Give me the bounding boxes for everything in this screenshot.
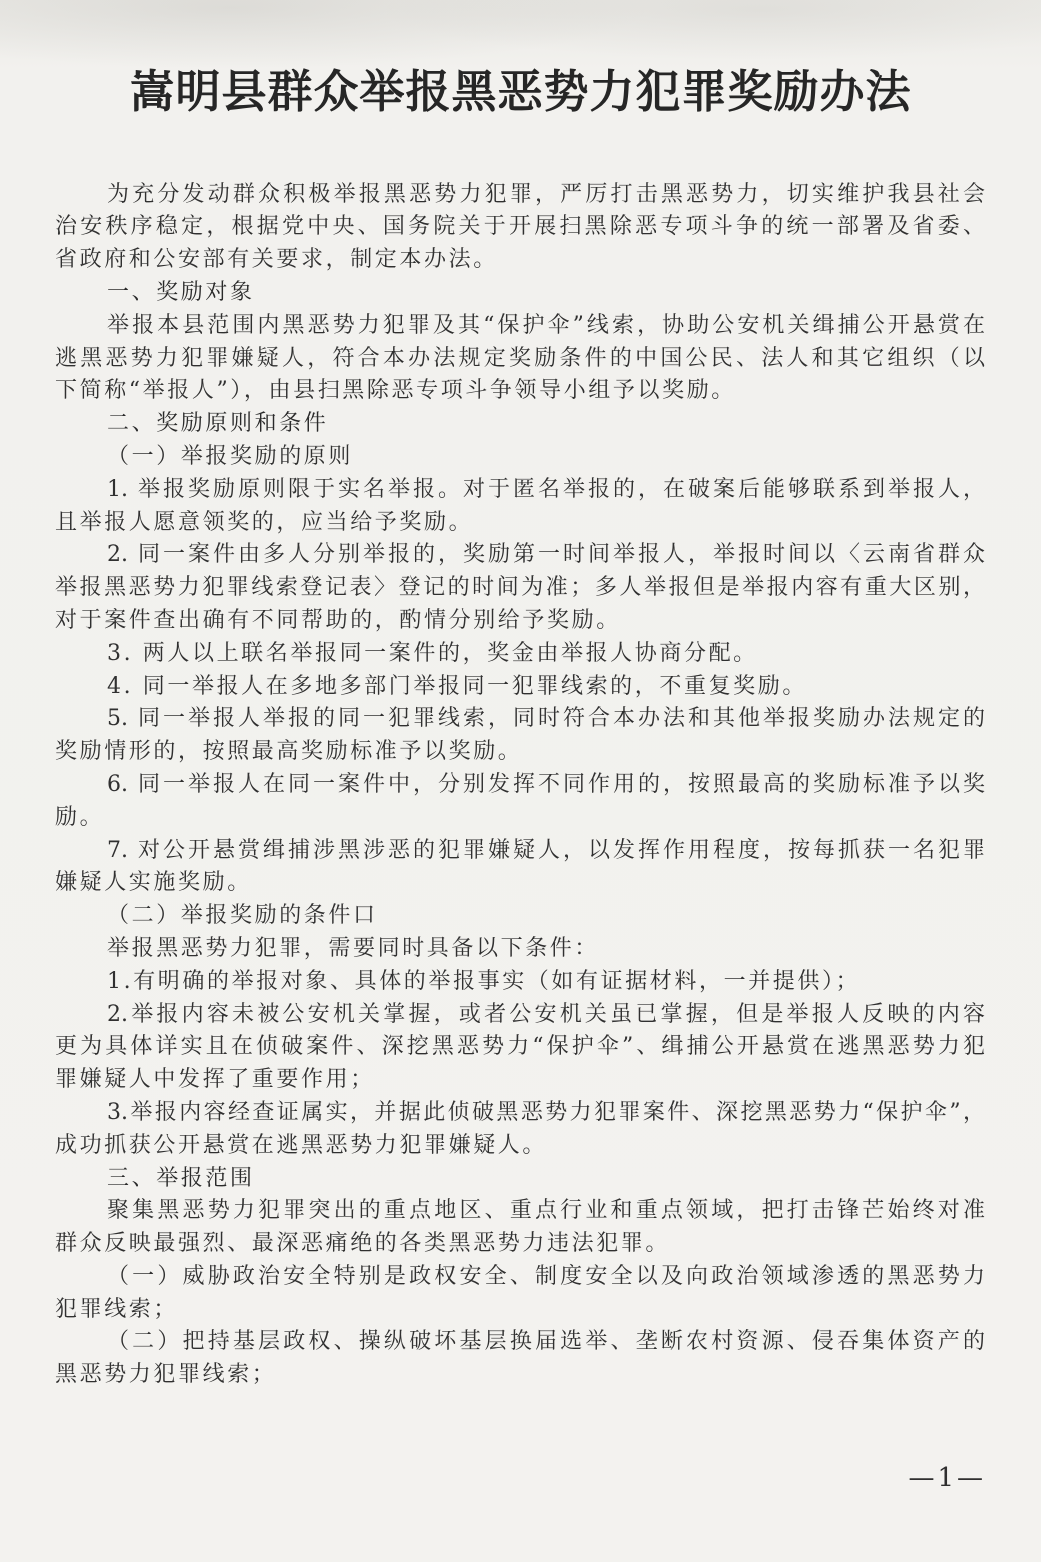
subsection-principles: [55, 441, 985, 900]
preamble-paragraph: [55, 179, 985, 277]
text-line: 聚集黑恶势力犯罪突出的重点地区、重点行业和重点领域，把打击锋芒始终对准: [107, 1198, 985, 1224]
text-line: 3.举报内容经查证属实，并据此侦破黑恶势力犯罪案件、深挖黑恶势力“保护伞”，: [107, 1099, 985, 1125]
text-line: 5. 同一举报人举报的同一犯罪线索，同时符合本办法和其他举报奖励办法规定的: [107, 706, 985, 732]
text-line: 省政府和公安部有关要求，制定本办法。: [55, 247, 498, 273]
text-line: 为充分发动群众积极举报黑恶势力犯罪，严厉打击黑恶势力，切实维护我县社会: [107, 181, 985, 207]
list-item: [55, 966, 985, 999]
text-line: 黑恶势力犯罪线索；: [55, 1362, 277, 1388]
text-line: 对于案件查出确有不同帮助的，酌情分别给予奖励。: [55, 607, 621, 633]
text-line: 2. 同一案件由多人分别举报的，奖励第一时间举报人，举报时间以〈云南省群众: [107, 542, 985, 568]
text-line: 逃黑恶势力犯罪嫌疑人，符合本办法规定奖励条件的中国公民、法人和其它组织（以: [55, 345, 985, 371]
text-line: 3. 两人以上联名举报同一案件的，奖金由举报人协商分配。: [107, 640, 758, 666]
list-item: [55, 539, 985, 637]
text-line: 下简称“举报人”），由县扫黑除恶专项斗争领导小组予以奖励。: [55, 378, 736, 404]
subsection-heading: （二）举报奖励的条件口: [107, 903, 378, 929]
section-reward-targets: [55, 277, 985, 408]
text-line: 更为具体详实且在侦破案件、深挖黑恶势力“保护伞”、缉捕公开悬赏在逃黑恶势力犯: [55, 1034, 985, 1060]
list-item: [55, 474, 985, 540]
text-line: 成功抓获公开悬赏在逃黑恶势力犯罪嫌疑人。: [55, 1132, 548, 1158]
text-line: 举报本县范围内黑恶势力犯罪及其“保护伞”线索，协助公安机关缉捕公开悬赏在: [107, 312, 985, 338]
list-item: [55, 1097, 985, 1163]
text-line: 举报黑恶势力犯罪线索登记表〉登记的时间为准；多人举报但是举报内容有重大区别，: [55, 575, 985, 601]
text-line: 群众反映最强烈、最深恶痛绝的各类黑恶势力违法犯罪。: [55, 1231, 671, 1257]
list-item: [55, 769, 985, 835]
paragraph: [55, 1195, 985, 1261]
document-title: 嵩明县群众举报黑恶势力犯罪奖励办法: [129, 65, 912, 118]
section-heading: 二、奖励原则和条件: [107, 411, 329, 437]
text-line: 6. 同一举报人在同一案件中，分别发挥不同作用的，按照最高的奖励标准予以奖: [107, 771, 985, 797]
section-reward-principles: [55, 408, 985, 1162]
text-line: 犯罪线索；: [55, 1296, 179, 1322]
list-item: [55, 671, 985, 704]
text-line: 1.有明确的举报对象、具体的举报事实（如有证据材料，一并提供）；: [107, 968, 861, 994]
text-line: 罪嫌疑人中发挥了重要作用；: [55, 1067, 375, 1093]
list-item: [55, 835, 985, 901]
list-item: [55, 1326, 985, 1392]
text-line: 7. 对公开悬赏缉捕涉黑涉恶的犯罪嫌疑人，以发挥作用程度，按每抓获一名犯罪: [107, 837, 985, 863]
subsection-heading: （一）举报奖励的原则: [107, 443, 354, 469]
list-item: [55, 999, 985, 1097]
text-line: 嫌疑人实施奖励。: [55, 870, 252, 896]
paragraph: [55, 310, 985, 408]
section-heading: 三、举报范围: [107, 1165, 255, 1191]
section-report-scope: [55, 1163, 985, 1393]
subsection-conditions: [55, 900, 985, 1162]
section-heading: 一、奖励对象: [107, 279, 255, 305]
text-line: 2.举报内容未被公安机关掌握，或者公安机关虽已掌握，但是举报人反映的内容: [107, 1001, 985, 1027]
list-item: [55, 638, 985, 671]
text-line: 励。: [55, 804, 105, 830]
page-number: —1—: [908, 1463, 986, 1493]
subsection-intro: 举报黑恶势力犯罪，需要同时具备以下条件：: [107, 935, 600, 961]
text-line: 4. 同一举报人在多地多部门举报同一犯罪线索的，不重复奖励。: [107, 673, 807, 699]
text-line: （二）把持基层政权、操纵破坏基层换届选举、垄断农村资源、侵吞集体资产的: [107, 1329, 985, 1355]
document-body: [55, 179, 985, 1392]
text-line: 1. 举报奖励原则限于实名举报。对于匿名举报的，在破案后能够联系到举报人，: [107, 476, 985, 502]
text-line: 且举报人愿意领奖的，应当给予奖励。: [55, 509, 474, 535]
list-item: [55, 1261, 985, 1327]
text-line: 奖励情形的，按照最高奖励标准予以奖励。: [55, 739, 523, 765]
text-line: 治安秩序稳定，根据党中央、国务院关于开展扫黑除恶专项斗争的统一部署及省委、: [55, 214, 985, 240]
text-line: （一）威胁政治安全特别是政权安全、制度安全以及向政治领域渗透的黑恶势力: [107, 1263, 985, 1289]
list-item: [55, 703, 985, 769]
